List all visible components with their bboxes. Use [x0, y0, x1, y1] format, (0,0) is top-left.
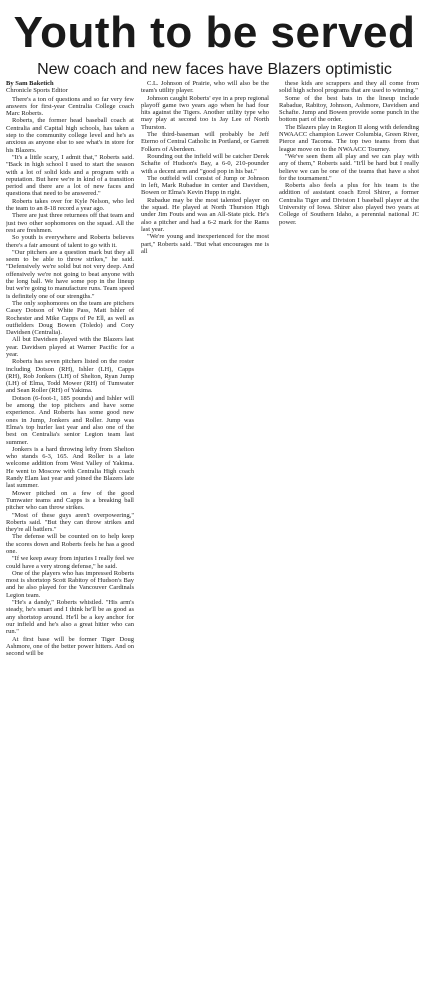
article-paragraph: So youth is everywhere and Roberts believes there's a fair amount of talent to go with it. — [6, 234, 134, 249]
article-paragraph: The Blazers play in Region II along with defending NWAACC champion Lower Columbia, Green River, Pierce and Tacoma. The top two teams from that league move on to the NWAACC Tourney. — [279, 123, 419, 153]
article-column-1 — [6, 80, 134, 998]
column-1-body — [6, 96, 134, 658]
article-paragraph: One of the players who has impressed Roberts most is shortstop Scott Rabitoy of Hudson's Bay and he also played for the Vancouver Cardinals Legion team. — [6, 569, 134, 599]
article-paragraph: "Most of these guys aren't overpowering," Roberts said. "But they can throw strikes and they're all battlers." — [6, 511, 134, 534]
byline-title: Chronicle Sports Editor — [6, 87, 68, 95]
article-paragraph: "We're young and inexperienced for the most part," Roberts said. "But what encourages me is all — [141, 233, 269, 255]
article-paragraph: At first base will be former Tiger Doug Ashmore, one of the better power hitters. And on second will be — [6, 635, 134, 658]
article-paragraph: The only sophomores on the team are pitchers Casey Dotson of White Pass, Matt Ishler of Rochester and Mike Capps of Pe Ell, as well as outfielders Doug Bowen (Toledo) and Cory Davidsen (Centralia). — [6, 299, 134, 337]
article-paragraph: All but Davidsen played with the Blazers last year. Davidsen played at Warner Pacific for a year. — [6, 336, 134, 358]
column-2-body — [141, 80, 269, 255]
article-paragraph: Dotson (6-foot-1, 185 pounds) and Ishler will be among the top pitchers and have some experience. And Roberts has some good new ones in Jump, Jonkers and Roller. Jump was Elma's top hurler last year and also one of the best on Centralia's senior Legion team last summer. — [6, 394, 134, 446]
article-paragraph: Rounding out the infield will be catcher Derek Schafte of Hudson's Bay, a 6-0, 210-pounder with a decent arm and "good pop in his bat." — [141, 152, 269, 175]
headline: Youth to be served — [13, 8, 416, 57]
article-column-3 — [279, 80, 419, 380]
article-paragraph: "He's a dandy," Roberts whistled. "His arm's steady, he's smart and I think he'll be as good as any shortstop around. He'll be a key anchor for our infield and he's also a great hitter who can run." — [6, 599, 134, 636]
article-paragraph: The third-baseman will probably be Jeff Eterno of Central Catholic in Portland, or Garrett Folkers of Aberdeen. — [141, 131, 269, 153]
article-paragraph: Mower pitched on a few of the good Tumwater teams and Capps is a breaking ball pitcher who can throw strikes. — [6, 489, 134, 512]
article-paragraph: Roberts, the former head baseball coach at Centralia and Capital high schools, has taken a step to the community college level and he's as anxious as anyone else to see what's in store for his Blazers. — [6, 117, 134, 154]
article-paragraph: Roberts has seven pitchers listed on the roster including Dotson (RH), Ishler (LH), Capps (RH), Rob Jonkers (LH) of Shelton, Ryan Jump (LH) of Elma, Todd Mower (RH) of Tumwater and Sean Roller (RH) of Yakima. — [6, 358, 134, 395]
article-paragraph: "It's a little scary, I admit that," Roberts said. "Back in high school I used to start the season with a lot of solid kids and a program with a reputation. But here we're in kind of a transition period and there are a lot of new faces and questions that need to be answered." — [6, 153, 134, 198]
article-paragraph: these kids are scrappers and they all come from solid high school programs that are used to winning." — [279, 80, 419, 95]
article-paragraph: The outfield will consist of Jump or Johnson in left, Mark Rubadue in center and Davidsen, Bowen or Elma's Kevin Hupp in right. — [141, 174, 269, 197]
article-paragraph: C.L. Johnson of Prairie, who will also be the team's utility player. — [141, 80, 269, 95]
article-paragraph: "If we keep away from injuries I really feel we could have a very strong defense," he said. — [6, 555, 134, 570]
subheadline: New coach and new faces have Blazers optimistic — [37, 61, 392, 78]
article-paragraph: Johnson caught Roberts' eye in a prep regional playoff game two years ago when he had four hits against the Tigers. Another utility type who may play at second too is Jay Lee of North Thurston. — [141, 94, 269, 131]
article-paragraph: There's a ton of questions and so far very few answers for first-year Centralia College coach Marc Roberts. — [6, 95, 134, 118]
article-column-2 — [141, 80, 269, 310]
article-paragraph: There are just three returnees off that team and just two other sophomores on the squad. All the rest are freshmen. — [6, 212, 134, 234]
byline: By Sam Baketich — [6, 80, 54, 87]
article-paragraph: Rubadue may be the most talented player on the squad. He played at North Thurston High under Jim Fouts and was an All-State pick. He's also a pitcher and had a 6-2 mark for the Rams last year. — [141, 196, 269, 233]
article-paragraph: Roberts takes over for Kyle Nelson, who led the team to an 8-18 record a year ago. — [6, 197, 134, 213]
column-3-body — [279, 80, 419, 226]
article-paragraph: Jonkers is a hard throwing lefty from Shelton who stands 6-3, 165. And Roller is a late welcome addition from West Valley of Yakima. He went to Moscow with Centralia High coach Randy Elam last year and joined the Blazers late last summer. — [6, 445, 134, 490]
article-paragraph: "We've seen them all play and we can play with any of them," Roberts said. "It'll be hard but I really believe we can be one of the teams that have a shot for the tournament." — [279, 152, 419, 182]
article-paragraph: "Our pitchers are a question mark but they all seem to be able to throw strikes," he said. "Defensively we're solid but not very deep. And offensively we're not going to beat anyone with the long ball. We have some pop in the lineup but we're going to manufacture runs. Team speed is definitely one of our strengths." — [6, 248, 134, 300]
article-paragraph: The defense will be counted on to help keep the scores down and Roberts feels he has a good one. — [6, 533, 134, 555]
article-paragraph: Some of the best bats in the lineup include Rabadue, Rabitoy, Johnson, Ashmore, Davidsen and Schafte. Jump and Bowen provide some punch in the bottom part of the order. — [279, 94, 419, 124]
article-paragraph: Roberts also feels a plus for his team is the addition of assistant coach Errol Shirer, a former Centralia Tiger and Division I baseball player at the University of Iowa. Shirer also played two years at College of Southern Idaho, a perennial national JC power. — [279, 182, 419, 226]
